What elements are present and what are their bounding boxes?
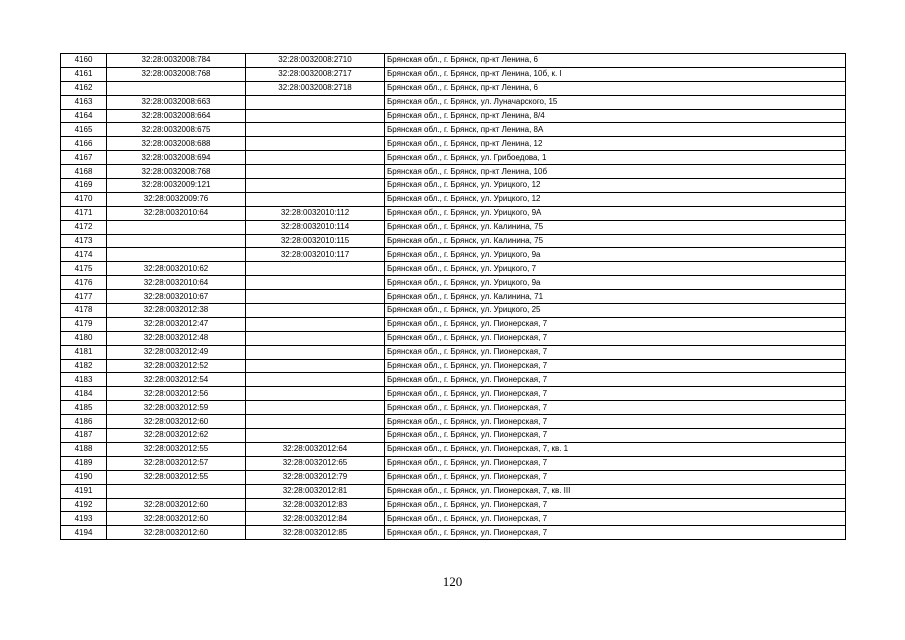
address-cell: Брянская обл., г. Брянск, ул. Пионерская, 7 [385, 526, 846, 540]
related-cadastral-number-cell [246, 95, 385, 109]
related-cadastral-number-cell: 32:28:0032012:85 [246, 526, 385, 540]
related-cadastral-number-cell: 32:28:0032008:2717 [246, 67, 385, 81]
address-cell: Брянская обл., г. Брянск, пр-кт Ленина, 6 [385, 81, 846, 95]
related-cadastral-number-cell [246, 415, 385, 429]
address-cell: Брянская обл., г. Брянск, пр-кт Ленина, 10б [385, 165, 846, 179]
row-number-cell: 4194 [61, 526, 107, 540]
related-cadastral-number-cell: 32:28:0032010:114 [246, 220, 385, 234]
cadastral-number-cell: 32:28:0032012:47 [107, 317, 246, 331]
address-cell: Брянская обл., г. Брянск, ул. Пионерская, 7 [385, 373, 846, 387]
address-cell: Брянская обл., г. Брянск, ул. Пионерская, 7, кв. III [385, 484, 846, 498]
row-number-cell: 4179 [61, 317, 107, 331]
related-cadastral-number-cell [246, 373, 385, 387]
address-cell: Брянская обл., г. Брянск, ул. Урицкого, 7 [385, 262, 846, 276]
related-cadastral-number-cell [246, 109, 385, 123]
cadastral-number-cell: 32:28:0032012:56 [107, 387, 246, 401]
cadastral-number-cell: 32:28:0032012:55 [107, 470, 246, 484]
table-row [61, 526, 846, 540]
address-cell: Брянская обл., г. Брянск, ул. Пионерская, 7 [385, 359, 846, 373]
row-number-cell: 4182 [61, 359, 107, 373]
address-cell: Брянская обл., г. Брянск, ул. Калинина, 75 [385, 220, 846, 234]
table-row [61, 165, 846, 179]
row-number-cell: 4175 [61, 262, 107, 276]
table-row [61, 95, 846, 109]
table-row [61, 429, 846, 443]
row-number-cell: 4167 [61, 151, 107, 165]
address-cell: Брянская обл., г. Брянск, ул. Пионерская, 7 [385, 401, 846, 415]
cadastral-number-cell: 32:28:0032012:54 [107, 373, 246, 387]
table-row [61, 401, 846, 415]
address-cell: Брянская обл., г. Брянск, ул. Пионерская, 7 [385, 331, 846, 345]
row-number-cell: 4163 [61, 95, 107, 109]
cadastral-number-cell: 32:28:0032008:768 [107, 165, 246, 179]
cadastral-number-cell: 32:28:0032010:64 [107, 206, 246, 220]
table-row [61, 415, 846, 429]
cadastral-number-cell: 32:28:0032012:62 [107, 429, 246, 443]
table-row [61, 331, 846, 345]
related-cadastral-number-cell: 32:28:0032012:84 [246, 512, 385, 526]
row-number-cell: 4162 [61, 81, 107, 95]
table-row [61, 498, 846, 512]
related-cadastral-number-cell: 32:28:0032012:65 [246, 456, 385, 470]
related-cadastral-number-cell [246, 359, 385, 373]
table-row [61, 317, 846, 331]
cadastral-number-cell: 32:28:0032012:60 [107, 512, 246, 526]
cadastral-number-cell: 32:28:0032008:784 [107, 54, 246, 68]
related-cadastral-number-cell: 32:28:0032008:2718 [246, 81, 385, 95]
cadastral-number-cell: 32:28:0032012:52 [107, 359, 246, 373]
table-row [61, 81, 846, 95]
related-cadastral-number-cell: 32:28:0032012:79 [246, 470, 385, 484]
row-number-cell: 4189 [61, 456, 107, 470]
row-number-cell: 4161 [61, 67, 107, 81]
table-row [61, 234, 846, 248]
cadastral-number-cell: 32:28:0032012:57 [107, 456, 246, 470]
row-number-cell: 4188 [61, 442, 107, 456]
cadastral-number-cell [107, 81, 246, 95]
cadastral-number-cell: 32:28:0032010:62 [107, 262, 246, 276]
cadastral-number-cell [107, 234, 246, 248]
cadastral-number-cell: 32:28:0032012:60 [107, 415, 246, 429]
cadastral-number-cell: 32:28:0032008:664 [107, 109, 246, 123]
address-cell: Брянская обл., г. Брянск, ул. Калинина, 75 [385, 234, 846, 248]
row-number-cell: 4164 [61, 109, 107, 123]
address-cell: Брянская обл., г. Брянск, пр-кт Ленина, 10б, к. I [385, 67, 846, 81]
table-row [61, 179, 846, 193]
row-number-cell: 4177 [61, 290, 107, 304]
registry-table [60, 53, 846, 540]
related-cadastral-number-cell [246, 192, 385, 206]
related-cadastral-number-cell: 32:28:0032010:117 [246, 248, 385, 262]
cadastral-number-cell: 32:28:0032008:688 [107, 137, 246, 151]
table-row [61, 470, 846, 484]
registry-table-body [61, 54, 846, 540]
address-cell: Брянская обл., г. Брянск, ул. Урицкого, 12 [385, 192, 846, 206]
address-cell: Брянская обл., г. Брянск, ул. Грибоедова, 1 [385, 151, 846, 165]
row-number-cell: 4181 [61, 345, 107, 359]
table-row [61, 123, 846, 137]
cadastral-number-cell [107, 484, 246, 498]
related-cadastral-number-cell: 32:28:0032012:83 [246, 498, 385, 512]
table-row [61, 484, 846, 498]
row-number-cell: 4166 [61, 137, 107, 151]
table-row [61, 262, 846, 276]
cadastral-number-cell: 32:28:0032010:67 [107, 290, 246, 304]
table-row [61, 373, 846, 387]
table-row [61, 109, 846, 123]
cadastral-number-cell: 32:28:0032012:55 [107, 442, 246, 456]
cadastral-number-cell: 32:28:0032008:663 [107, 95, 246, 109]
address-cell: Брянская обл., г. Брянск, ул. Пионерская, 7 [385, 387, 846, 401]
address-cell: Брянская обл., г. Брянск, ул. Пионерская, 7 [385, 456, 846, 470]
related-cadastral-number-cell [246, 179, 385, 193]
table-row [61, 151, 846, 165]
cadastral-number-cell [107, 220, 246, 234]
related-cadastral-number-cell [246, 137, 385, 151]
address-cell: Брянская обл., г. Брянск, ул. Урицкого, 9А [385, 206, 846, 220]
row-number-cell: 4187 [61, 429, 107, 443]
row-number-cell: 4172 [61, 220, 107, 234]
related-cadastral-number-cell: 32:28:0032008:2710 [246, 54, 385, 68]
address-cell: Брянская обл., г. Брянск, ул. Пионерская, 7 [385, 498, 846, 512]
page-number: 120 [442, 574, 463, 589]
row-number-cell: 4174 [61, 248, 107, 262]
row-number-cell: 4160 [61, 54, 107, 68]
table-row [61, 220, 846, 234]
row-number-cell: 4192 [61, 498, 107, 512]
cadastral-number-cell: 32:28:0032012:48 [107, 331, 246, 345]
cadastral-number-cell: 32:28:0032008:675 [107, 123, 246, 137]
row-number-cell: 4173 [61, 234, 107, 248]
cadastral-number-cell: 32:28:0032009:76 [107, 192, 246, 206]
row-number-cell: 4193 [61, 512, 107, 526]
related-cadastral-number-cell [246, 290, 385, 304]
related-cadastral-number-cell [246, 387, 385, 401]
table-row [61, 442, 846, 456]
row-number-cell: 4186 [61, 415, 107, 429]
table-row [61, 456, 846, 470]
row-number-cell: 4171 [61, 206, 107, 220]
cadastral-number-cell [107, 248, 246, 262]
address-cell: Брянская обл., г. Брянск, ул. Пионерская, 7 [385, 345, 846, 359]
address-cell: Брянская обл., г. Брянск, ул. Калинина, 71 [385, 290, 846, 304]
table-row [61, 512, 846, 526]
related-cadastral-number-cell [246, 123, 385, 137]
related-cadastral-number-cell [246, 165, 385, 179]
cadastral-number-cell: 32:28:0032008:694 [107, 151, 246, 165]
cadastral-number-cell: 32:28:0032012:59 [107, 401, 246, 415]
table-row [61, 67, 846, 81]
cadastral-number-cell: 32:28:0032012:49 [107, 345, 246, 359]
address-cell: Брянская обл., г. Брянск, ул. Пионерская, 7 [385, 415, 846, 429]
address-cell: Брянская обл., г. Брянск, ул. Пионерская, 7 [385, 470, 846, 484]
row-number-cell: 4191 [61, 484, 107, 498]
address-cell: Брянская обл., г. Брянск, пр-кт Ленина, 12 [385, 137, 846, 151]
related-cadastral-number-cell [246, 317, 385, 331]
address-cell: Брянская обл., г. Брянск, пр-кт Ленина, 8/4 [385, 109, 846, 123]
table-row [61, 248, 846, 262]
related-cadastral-number-cell [246, 429, 385, 443]
related-cadastral-number-cell: 32:28:0032010:115 [246, 234, 385, 248]
row-number-cell: 4165 [61, 123, 107, 137]
table-row [61, 304, 846, 318]
row-number-cell: 4169 [61, 179, 107, 193]
address-cell: Брянская обл., г. Брянск, ул. Урицкого, 25 [385, 304, 846, 318]
row-number-cell: 4185 [61, 401, 107, 415]
cadastral-number-cell: 32:28:0032012:60 [107, 498, 246, 512]
address-cell: Брянская обл., г. Брянск, пр-кт Ленина, 6 [385, 54, 846, 68]
address-cell: Брянская обл., г. Брянск, ул. Пионерская, 7 [385, 429, 846, 443]
related-cadastral-number-cell [246, 345, 385, 359]
table-row [61, 206, 846, 220]
table-row [61, 290, 846, 304]
table-row [61, 387, 846, 401]
table-row [61, 137, 846, 151]
related-cadastral-number-cell [246, 304, 385, 318]
address-cell: Брянская обл., г. Брянск, пр-кт Ленина, 8А [385, 123, 846, 137]
cadastral-number-cell: 32:28:0032009:121 [107, 179, 246, 193]
table-row [61, 276, 846, 290]
address-cell: Брянская обл., г. Брянск, ул. Луначарского, 15 [385, 95, 846, 109]
related-cadastral-number-cell: 32:28:0032012:81 [246, 484, 385, 498]
address-cell: Брянская обл., г. Брянск, ул. Пионерская, 7, кв. 1 [385, 442, 846, 456]
row-number-cell: 4183 [61, 373, 107, 387]
row-number-cell: 4176 [61, 276, 107, 290]
address-cell: Брянская обл., г. Брянск, ул. Пионерская, 7 [385, 512, 846, 526]
related-cadastral-number-cell [246, 276, 385, 290]
related-cadastral-number-cell [246, 331, 385, 345]
address-cell: Брянская обл., г. Брянск, ул. Урицкого, 12 [385, 179, 846, 193]
row-number-cell: 4184 [61, 387, 107, 401]
related-cadastral-number-cell: 32:28:0032012:64 [246, 442, 385, 456]
related-cadastral-number-cell [246, 262, 385, 276]
table-row [61, 359, 846, 373]
cadastral-number-cell: 32:28:0032012:60 [107, 526, 246, 540]
table-row [61, 54, 846, 68]
address-cell: Брянская обл., г. Брянск, ул. Урицкого, 9а [385, 276, 846, 290]
row-number-cell: 4180 [61, 331, 107, 345]
address-cell: Брянская обл., г. Брянск, ул. Урицкого, 9а [385, 248, 846, 262]
cadastral-number-cell: 32:28:0032010:64 [107, 276, 246, 290]
address-cell: Брянская обл., г. Брянск, ул. Пионерская, 7 [385, 317, 846, 331]
row-number-cell: 4178 [61, 304, 107, 318]
table-row [61, 192, 846, 206]
related-cadastral-number-cell: 32:28:0032010:112 [246, 206, 385, 220]
cadastral-number-cell: 32:28:0032012:38 [107, 304, 246, 318]
table-row [61, 345, 846, 359]
related-cadastral-number-cell [246, 151, 385, 165]
row-number-cell: 4170 [61, 192, 107, 206]
cadastral-number-cell: 32:28:0032008:768 [107, 67, 246, 81]
row-number-cell: 4190 [61, 470, 107, 484]
row-number-cell: 4168 [61, 165, 107, 179]
related-cadastral-number-cell [246, 401, 385, 415]
